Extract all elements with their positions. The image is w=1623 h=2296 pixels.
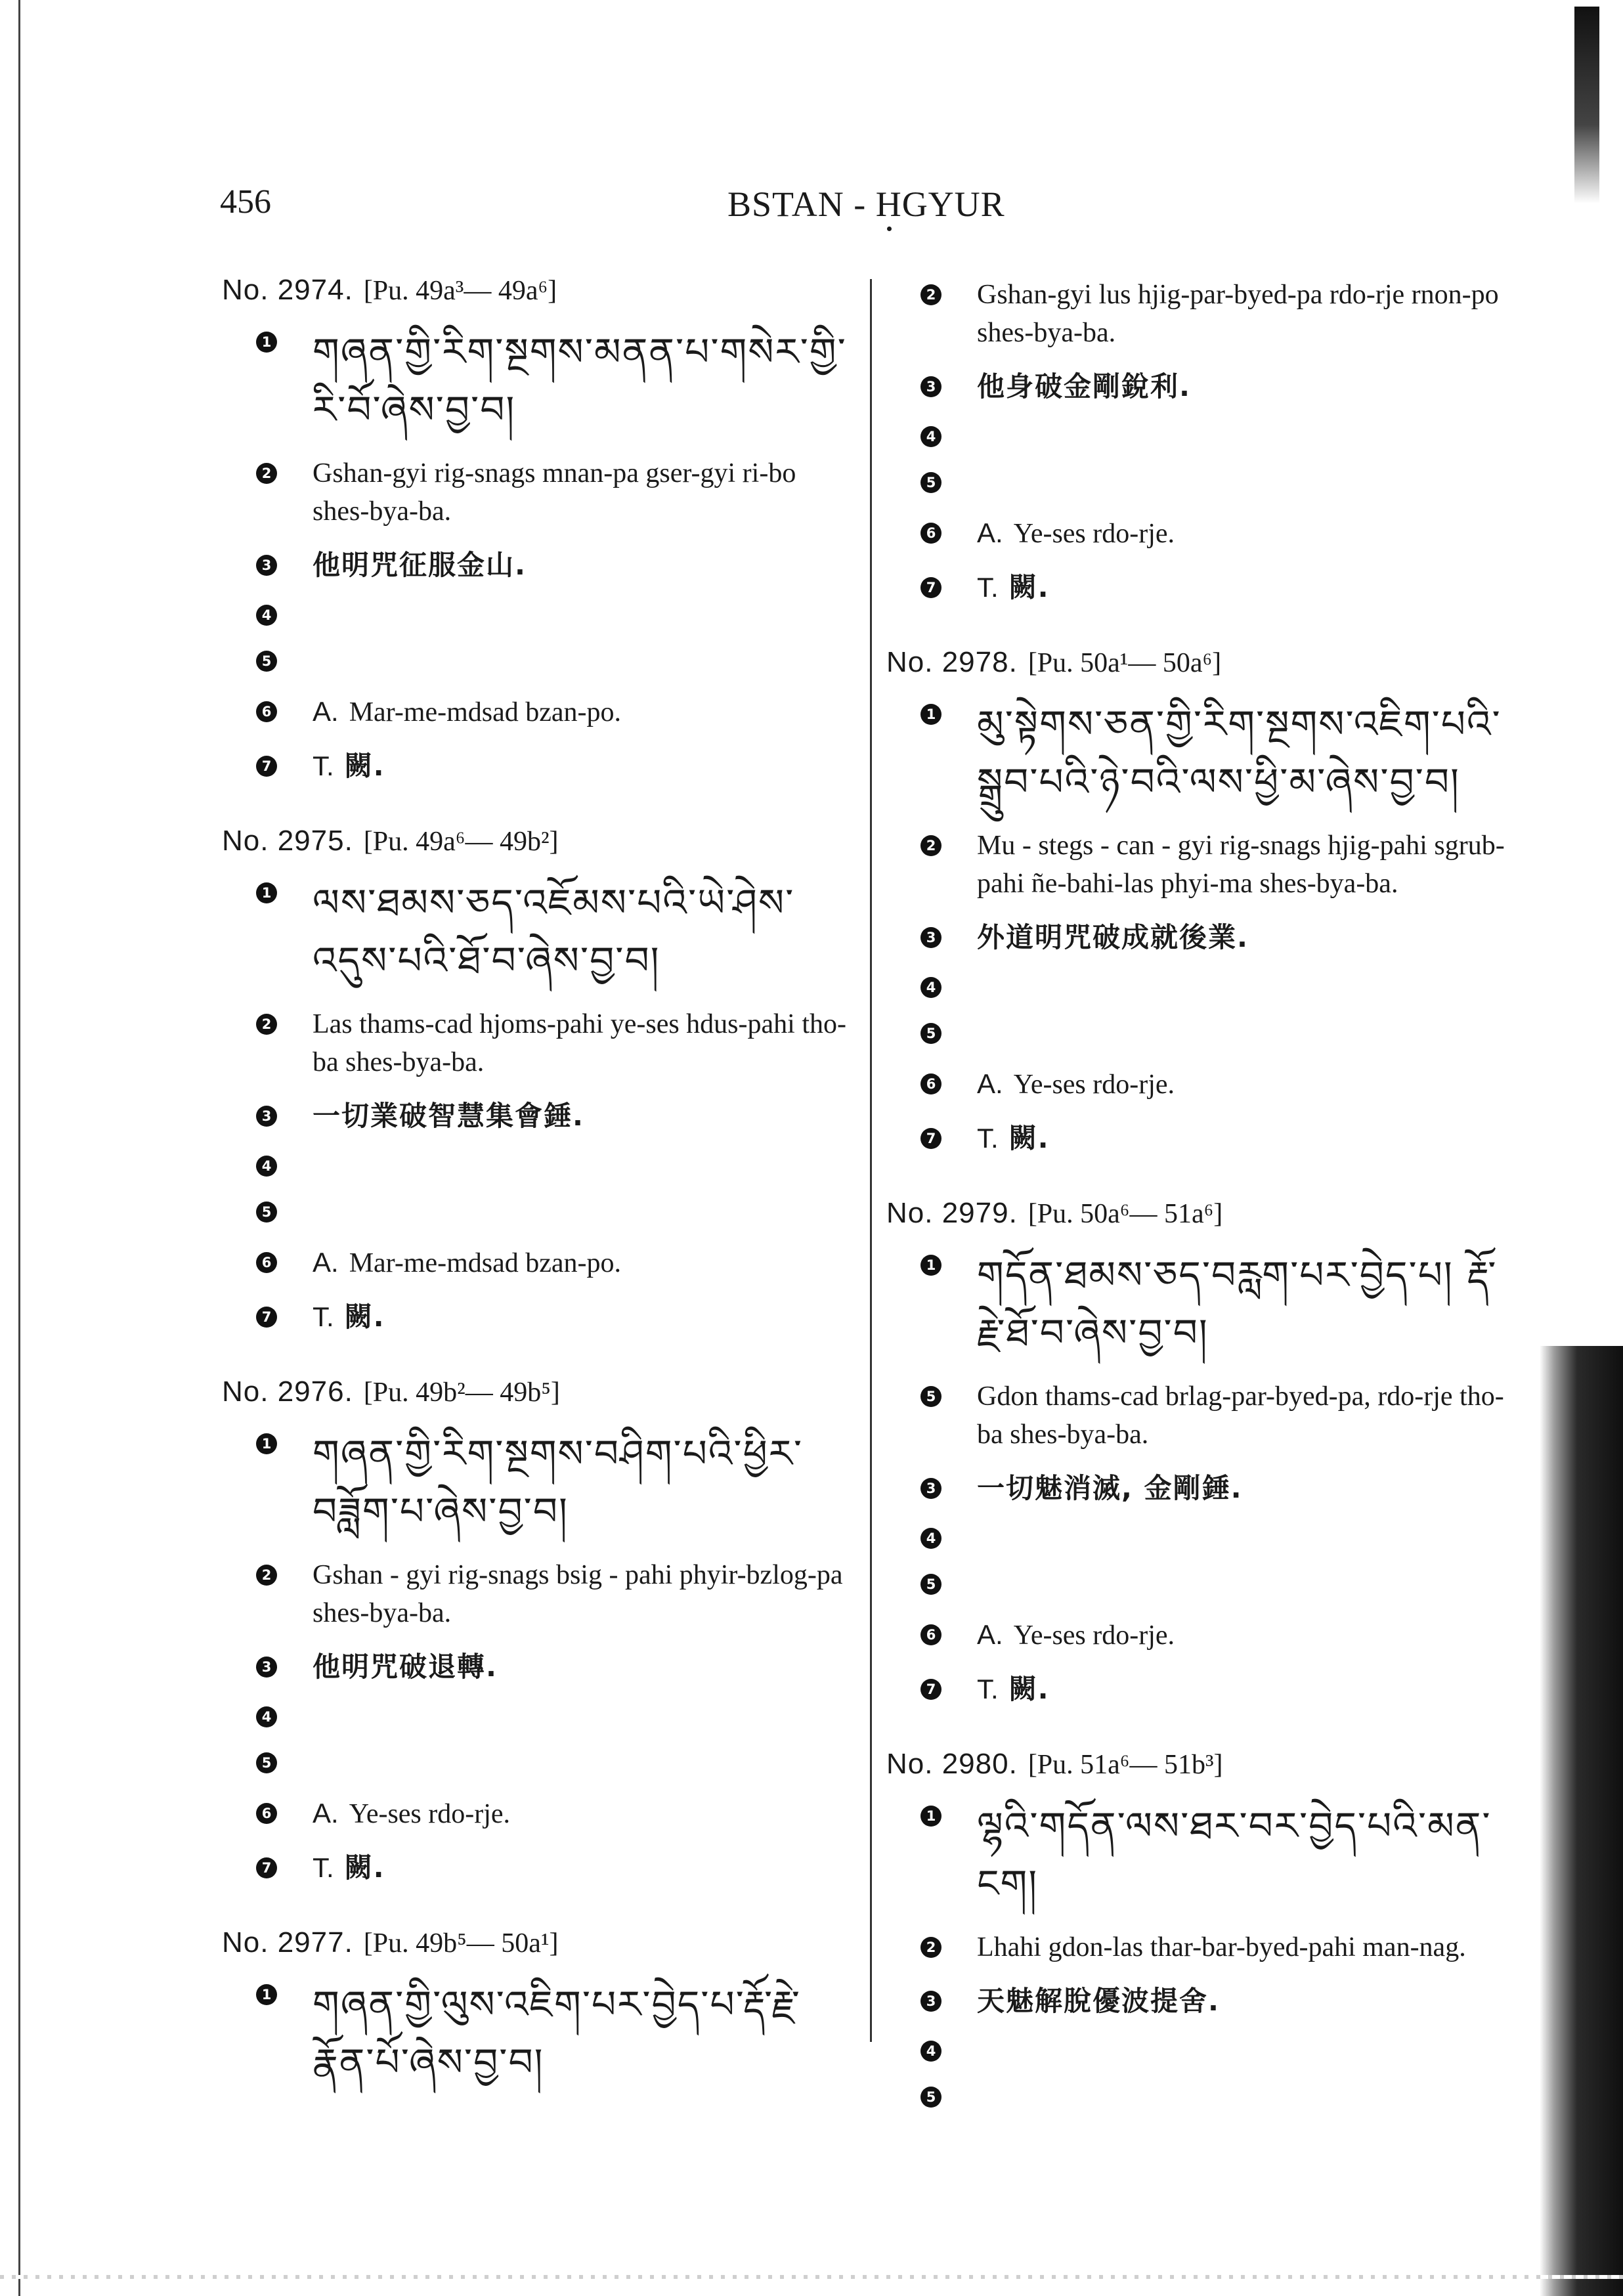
entry-folio-ref: [Pu. 50a¹— 50a⁶]	[1028, 648, 1222, 678]
entry-heading	[222, 1377, 852, 1406]
marker-1: 1	[920, 1806, 941, 1827]
scan-shadow-right	[1540, 1346, 1623, 2296]
marker-1: 1	[920, 704, 941, 725]
marker-4: 4	[256, 1156, 277, 1177]
entry-folio-ref: [Pu. 51a⁶— 51b³]	[1028, 1750, 1223, 1780]
marker-3: 3	[920, 927, 941, 948]
marker-2: 2	[256, 463, 277, 484]
entry-number: No. 2979.	[886, 1197, 1018, 1229]
running-head: BSTAN - HGYUR	[727, 184, 1005, 224]
chinese-title: 3 他明咒破退轉.	[222, 1648, 852, 1687]
author-line: 6 A. Mar-me-mdsad bzan-po.	[222, 1244, 852, 1282]
marker-5: 5	[920, 1386, 941, 1407]
marker-4: 4	[920, 977, 941, 998]
marker-5: 5	[920, 1574, 941, 1595]
marker-1: 1	[256, 882, 277, 903]
empty-field-5	[886, 468, 1520, 498]
marker-1: 1	[256, 332, 277, 353]
marker-2: 2	[920, 284, 941, 305]
marker-6: 6	[256, 1252, 277, 1273]
chinese-title: 3 一切魅消滅, 金剛錘.	[886, 1469, 1520, 1508]
catalog-entry	[886, 1750, 1520, 2113]
transliteration: 2 Mu - stegs - can - gyi rig-snags hjig-pahi sgrub-pahi ñe-bahi-las phyi-ma shes-bya-ba.	[886, 827, 1520, 903]
marker-3: 3	[256, 1106, 277, 1127]
empty-field-5	[886, 1570, 1520, 1600]
author-line: 6 A. Ye-ses rdo-rje.	[222, 1794, 852, 1833]
marker-4: 4	[256, 1706, 277, 1727]
marker-5: 5	[256, 1752, 277, 1773]
marker-6: 6	[256, 1803, 277, 1824]
marker-5: 5	[256, 1202, 277, 1223]
marker-6: 6	[920, 523, 941, 544]
transliteration: 2 Gshan-gyi rig-snags mnan-pa gser-gyi ri-bo shes-bya-ba.	[222, 454, 852, 531]
author-line: 6 A. Ye-ses rdo-rje.	[886, 1065, 1520, 1104]
chinese-title: 3 他身破金剛銳利.	[886, 368, 1520, 406]
marker-7: 7	[256, 1307, 277, 1328]
empty-field-4	[886, 2037, 1520, 2067]
translator-line: 7 T. 闕.	[222, 1849, 852, 1888]
transliteration: 2 Gshan-gyi lus hjig-par-byed-pa rdo-rje rnon-po shes-bya-ba.	[886, 276, 1520, 352]
right-column	[886, 276, 1520, 2154]
entry-number: No. 2975.	[222, 825, 353, 857]
entry-heading	[886, 1199, 1520, 1228]
author-line: 6 A. Mar-me-mdsad bzan-po.	[222, 693, 852, 731]
marker-2: 2	[256, 1565, 277, 1586]
marker-4: 4	[920, 1528, 941, 1549]
entry-number: No. 2980.	[886, 1748, 1018, 1780]
entry-number: No. 2978.	[886, 646, 1018, 678]
entry-folio-ref: [Pu. 49a³— 49a⁶]	[363, 276, 557, 306]
catalog-entry	[222, 276, 852, 786]
entry-heading	[222, 276, 852, 305]
transliteration: 2 Gshan - gyi rig-snags bsig - pahi phyir-bzlog-pa shes-bya-ba.	[222, 1556, 852, 1632]
catalog-entry	[222, 1928, 852, 2091]
entry-folio-ref: [Pu. 49b⁵— 50a¹]	[363, 1928, 559, 1959]
marker-7: 7	[920, 577, 941, 598]
marker-1: 1	[256, 1433, 277, 1454]
tibetan-title: 1 ལས་ཐམས་ཅད་འཇོམས་པའི་ཡེ་ཤེས་འདུས་པའི་ཐོ་བ་ཞེས་བྱ་བ།	[222, 874, 852, 989]
catalog-entry	[886, 1199, 1520, 1709]
page-edge-line	[18, 0, 20, 2296]
scan-shadow-top	[1574, 7, 1599, 204]
empty-field-5	[222, 647, 852, 677]
scan-noise-bottom	[0, 2275, 1623, 2279]
marker-5: 5	[920, 472, 941, 493]
column-divider	[870, 279, 872, 2042]
tibetan-title: 1 གདོན་ཐམས་ཅད་བརླག་པར་བྱེད་པ། རྡོ་རྗེ་ཐོ་བ་ཞེས་བྱ་བ།	[886, 1246, 1520, 1362]
marker-6: 6	[920, 1624, 941, 1645]
empty-field-5	[886, 2083, 1520, 2113]
marker-7: 7	[920, 1679, 941, 1700]
empty-field-4	[222, 1702, 852, 1733]
empty-field-5	[222, 1748, 852, 1779]
chinese-title: 3 外道明咒破成就後業.	[886, 919, 1520, 957]
marker-5: 5	[920, 2087, 941, 2108]
catalog-entry	[886, 648, 1520, 1158]
marker-3: 3	[920, 1991, 941, 2012]
marker-6: 6	[920, 1073, 941, 1094]
entry-heading	[222, 1928, 852, 1957]
page-number: 456	[220, 183, 271, 221]
chinese-title: 3 一切業破智慧集會錘.	[222, 1097, 852, 1136]
marker-3: 3	[256, 555, 277, 576]
marker-7: 7	[256, 1857, 277, 1878]
marker-2: 2	[920, 835, 941, 856]
translator-line: 7 T. 闕.	[886, 1119, 1520, 1158]
empty-field-4	[222, 601, 852, 631]
marker-7: 7	[256, 756, 277, 777]
entry-number: No. 2976.	[222, 1375, 353, 1408]
entry-number: No. 2974.	[222, 274, 353, 306]
marker-4: 4	[920, 426, 941, 447]
marker-4: 4	[256, 605, 277, 626]
transliteration: 2 Las thams-cad hjoms-pahi ye-ses hdus-pahi tho-ba shes-bya-ba.	[222, 1005, 852, 1081]
marker-3: 3	[920, 376, 941, 397]
transliteration: 5 Gdon thams-cad brlag-par-byed-pa, rdo-rje tho-ba shes-bya-ba.	[886, 1377, 1520, 1454]
entry-folio-ref: [Pu. 49b²— 49b⁵]	[363, 1377, 560, 1408]
translator-line: 7 T. 闕.	[886, 569, 1520, 607]
empty-field-4	[886, 973, 1520, 1003]
author-line: 6 A. Ye-ses rdo-rje.	[886, 1616, 1520, 1655]
chinese-title: 3 他明咒征服金山.	[222, 546, 852, 585]
tibetan-title: 1 མུ་སྟེགས་ཅན་གྱི་རིག་སྔགས་འཇིག་པའི་སྒྲུབ་པའི་ཉེ་བའི་ལས་ཕྱི་མ་ཞེས་བྱ་བ།	[886, 695, 1520, 811]
tibetan-title: 1 གཞན་གྱི་རིག་སྔགས་བཤིག་པའི་ཕྱིར་བཟློག་པ་ཞེས་བྱ་བ།	[222, 1425, 852, 1540]
entry-number: No. 2977.	[222, 1926, 353, 1959]
marker-5: 5	[920, 1023, 941, 1044]
tibetan-title: 1 ལྷའི་གདོན་ལས་ཐར་བར་བྱེད་པའི་མན་ངག།	[886, 1797, 1520, 1913]
tibetan-title: 1 གཞན་གྱི་ལུས་འཇིག་པར་བྱེད་པ་རྡོ་རྗེ་རྣོན་པོ་ཞེས་བྱ་བ།	[222, 1976, 852, 2091]
marker-2: 2	[256, 1014, 277, 1035]
empty-field-5	[886, 1019, 1520, 1049]
catalog-entry	[222, 1377, 852, 1888]
entry-heading	[886, 648, 1520, 677]
marker-7: 7	[920, 1128, 941, 1149]
marker-3: 3	[920, 1478, 941, 1499]
transliteration: 2 Lhahi gdon-las thar-bar-byed-pahi man-nag.	[886, 1928, 1520, 1966]
empty-field-4	[886, 422, 1520, 452]
entry-folio-ref: [Pu. 49a⁶— 49b²]	[363, 827, 559, 857]
marker-4: 4	[920, 2041, 941, 2062]
marker-5: 5	[256, 651, 277, 672]
left-column	[222, 276, 852, 2132]
translator-line: 7 T. 闕.	[222, 747, 852, 786]
chinese-title: 3 天魅解脫優波提舍.	[886, 1982, 1520, 2021]
marker-3: 3	[256, 1657, 277, 1678]
empty-field-4	[222, 1152, 852, 1182]
empty-field-5	[222, 1198, 852, 1228]
entry-heading	[222, 827, 852, 856]
marker-2: 2	[920, 1937, 941, 1958]
marker-6: 6	[256, 701, 277, 722]
translator-line: 7 T. 闕.	[222, 1298, 852, 1337]
marker-1: 1	[256, 1984, 277, 2005]
marker-1: 1	[920, 1255, 941, 1276]
tibetan-title: 1 གཞན་གྱི་རིག་སྔགས་མནན་པ་གསེར་གྱི་རི་བོ་ཞེས་བྱ་བ།	[222, 323, 852, 439]
catalog-entry-continued	[886, 276, 1520, 607]
catalog-entry	[222, 827, 852, 1337]
translator-line: 7 T. 闕.	[886, 1670, 1520, 1709]
entry-folio-ref: [Pu. 50a⁶— 51a⁶]	[1028, 1199, 1223, 1229]
entry-heading	[886, 1750, 1520, 1779]
author-line: 6 A. Ye-ses rdo-rje.	[886, 514, 1520, 553]
empty-field-4	[886, 1524, 1520, 1554]
